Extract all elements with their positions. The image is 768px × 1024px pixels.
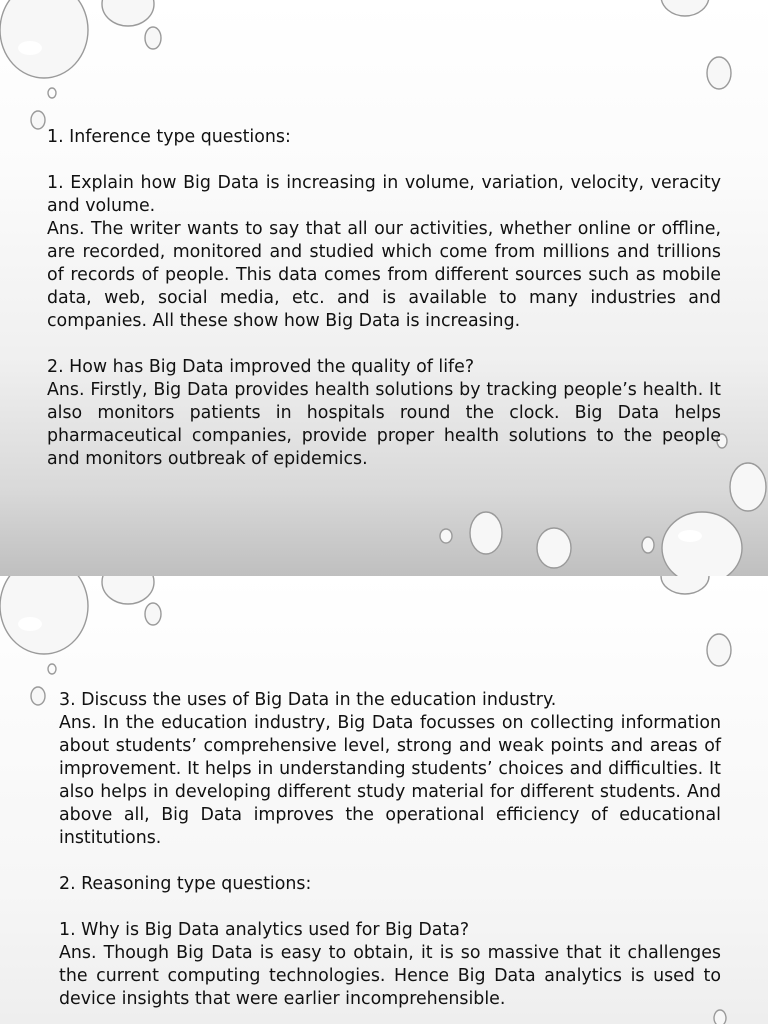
water-drop-icon [145,27,161,49]
water-drop-icon [707,634,731,666]
water-drop-icon [714,1010,726,1024]
slide-2-text [59,689,721,1011]
water-drop-icon [48,88,56,98]
water-drop-icon [440,529,452,543]
water-drop-icon [102,0,154,26]
answer-3: Ans. In the education industry, Big Data focusses on collecting information about students’ comprehensive level, strong and weak points and areas of improvement. It helps in understanding students’ choices and difficulties. It also helps in developing different study material for different students. And above all, Big Data improves the operational efficiency of educational institutions. [59,713,721,848]
answer-2: Ans. Firstly, Big Data provides health solutions by tracking people’s health. It also monitors patients in hospitals round the clock. Big Data helps pharmaceutical companies, provide proper health solutions to the people and monitors outbreak of epidemics. [47,380,721,469]
slide-2 [0,576,768,1024]
water-drop-icon [31,111,45,129]
answer-1: Ans. Though Big Data is easy to obtain, it is so massive that it challenges the current computing technologies. Hence Big Data analytics is used to device insights that were earlier incomprehensible. [59,943,721,1009]
question-2: 2. How has Big Data improved the quality of life? [47,357,475,377]
question-1: 1. Why is Big Data analytics used for Big Data? [59,920,470,940]
water-drop-icon [662,512,742,576]
answer-1: Ans. The writer wants to say that all our activities, whether online or offline, are recorded, monitored and studied which come from millions and trillions of records of people. This data comes from different sources such as mobile data, web, social media, etc. and is available to many industries and companies. All these show how Big Data is increasing. [47,219,721,331]
water-drop-icon [31,687,45,705]
water-drop-icon [48,664,56,674]
water-drop-icon [0,0,88,78]
water-drop-icon [145,603,161,625]
water-drop-icon [642,537,654,553]
water-drop-icon [0,576,88,654]
water-drop-icon [537,528,571,568]
water-drop-icon [707,57,731,89]
water-drop-icon [470,512,502,554]
slide-1-text [47,126,721,471]
water-drop-icon [661,0,709,16]
water-drop-icon [102,576,154,604]
water-drop-icon [730,463,766,511]
question-1: 1. Explain how Big Data is increasing in volume, variation, velocity, veracity and volume. [47,173,721,216]
water-drop-icon [661,576,709,594]
section-heading: 2. Reasoning type questions: [59,874,312,894]
section-heading: 1. Inference type questions: [47,127,291,147]
question-3: 3. Discuss the uses of Big Data in the education industry. [59,690,557,710]
